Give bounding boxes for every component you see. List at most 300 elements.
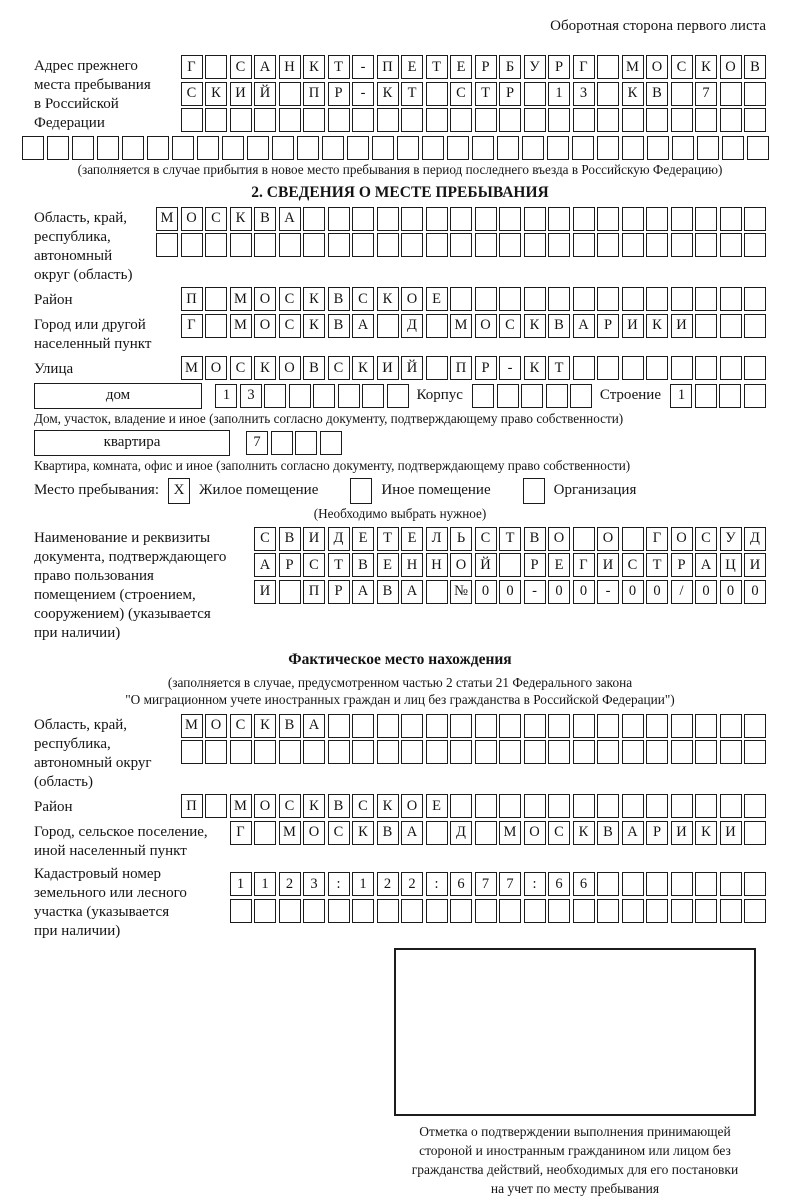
char-cell [352,899,374,923]
char-cell [744,108,766,132]
char-cell [313,384,335,408]
char-cell [646,233,668,257]
document-row-3 [254,580,766,604]
char-cell: Е [548,553,570,577]
prev-address-row-2 [181,82,767,106]
char-cell [247,136,269,160]
char-cell [671,356,693,380]
char-cell: Д [744,527,766,551]
char-cell: К [254,356,276,380]
char-cell [352,233,374,257]
city-label: Город или другой населенный пункт [34,316,152,352]
char-cell [372,136,394,160]
char-cell [264,384,286,408]
char-cell: Р [646,821,668,845]
char-cell [377,740,399,764]
char-cell: О [303,821,325,845]
apartment-note: Квартира, комната, офис и иное (заполнить согласно документу, подтверждающему право собственности) [34,457,631,473]
char-cell [744,794,766,818]
char-cell: 7 [499,872,521,896]
char-cell: : [328,872,350,896]
char-cell [622,287,644,311]
char-cell [172,136,194,160]
char-cell: 1 [215,384,237,408]
char-cell [230,899,252,923]
char-cell [254,899,276,923]
char-cell [573,714,595,738]
char-cell [622,872,644,896]
char-cell: И [303,527,325,551]
char-cell: А [352,314,374,338]
char-cell [328,740,350,764]
house-type-box: дом [34,383,202,409]
district-field [34,287,766,311]
char-cell [548,740,570,764]
char-cell [747,136,769,160]
char-cell: Г [230,821,252,845]
char-cell [254,233,276,257]
char-cell: В [328,287,350,311]
char-cell: В [524,527,546,551]
char-cell [570,384,592,408]
char-cell: О [254,794,276,818]
char-cell [744,384,766,408]
char-cell [205,740,227,764]
char-cell: И [254,580,276,604]
char-cell: О [181,207,203,231]
char-cell [297,136,319,160]
char-cell [426,108,448,132]
char-cell: К [695,821,717,845]
char-cell [695,207,717,231]
char-cell: О [205,714,227,738]
char-cell [646,714,668,738]
char-cell [450,794,472,818]
char-cell: А [254,553,276,577]
char-cell: А [401,821,423,845]
char-cell [497,384,519,408]
char-cell [279,108,301,132]
stay-type-label: Место пребывания: [34,482,159,498]
char-cell [72,136,94,160]
char-cell [695,740,717,764]
char-cell [426,899,448,923]
region-field [34,207,766,285]
char-cell [377,233,399,257]
char-cell: О [450,553,472,577]
char-cell: 3 [303,872,325,896]
char-cell: К [622,82,644,106]
char-cell [426,740,448,764]
char-cell [695,899,717,923]
char-cell: - [352,55,374,79]
char-cell: П [450,356,472,380]
char-cell: Е [426,794,448,818]
char-cell: В [377,821,399,845]
char-cell: Т [328,553,350,577]
char-cell: 7 [246,431,268,455]
char-cell [475,821,497,845]
char-cell: И [622,314,644,338]
actual-region-rows [181,714,767,765]
char-cell: Е [401,527,423,551]
char-cell: С [499,314,521,338]
document-rows [254,527,766,604]
char-cell: Г [573,55,595,79]
char-cell [744,872,766,896]
actual-district-row [181,794,767,818]
stamp-area [384,948,766,1198]
prev-address-note: (заполняется в случае прибытия в новое место пребывания в период последнего въезда в Российскую Федерацию) [77,161,723,177]
char-cell: Ь [450,527,472,551]
char-cell [147,136,169,160]
stay-option-residential-label: Жилое помещение [199,482,319,498]
stay-checkbox-other [350,478,372,504]
char-cell [597,233,619,257]
char-cell [695,714,717,738]
char-cell [573,740,595,764]
char-cell [377,207,399,231]
char-cell [303,899,325,923]
char-cell [646,207,668,231]
char-cell: О [524,821,546,845]
char-cell: К [377,82,399,106]
char-cell [646,356,668,380]
region-label: Область, край, республика, автономный округ (область) [34,209,133,283]
char-cell: 0 [646,580,668,604]
char-cell [387,384,409,408]
char-cell: Т [548,356,570,380]
city-field [34,314,766,354]
char-cell: Г [573,553,595,577]
char-cell [499,740,521,764]
char-cell: Й [401,356,423,380]
char-cell [422,136,444,160]
char-cell: К [377,287,399,311]
char-cell: О [548,527,570,551]
char-cell [622,527,644,551]
char-cell: 3 [240,384,262,408]
char-cell [205,55,227,79]
char-cell [472,384,494,408]
char-cell: С [254,527,276,551]
region-row-1 [156,207,766,231]
char-cell [720,82,742,106]
char-cell [230,108,252,132]
char-cell: М [622,55,644,79]
actual-location-note: (заполняется в случае, предусмотренном частью 2 статьи 21 Федерального закона "О миграционном учете иностранных граждан и лиц без гражданства в Российской Федерации") [125,674,675,707]
char-cell [271,431,293,455]
char-cell: Т [401,82,423,106]
stay-note: (Необходимо выбрать нужное) [313,505,487,521]
char-cell [524,287,546,311]
char-cell [450,108,472,132]
char-cell: П [181,287,203,311]
char-cell: В [548,314,570,338]
char-cell [475,740,497,764]
prev-address-label: Адрес прежнего места пребывания в Российской Федерации [34,58,151,131]
char-cell: Д [401,314,423,338]
prev-address-row-4 [22,136,766,160]
char-cell [695,108,717,132]
char-cell [254,821,276,845]
char-cell [622,899,644,923]
char-cell: Е [401,55,423,79]
char-cell: С [230,714,252,738]
char-cell [352,108,374,132]
char-cell: Г [181,314,203,338]
char-cell [450,207,472,231]
stamp-caption: Отметка о подтверждении выполнения принимающей стороной и иностранным гражданином или лицом без гражданства действий, необходимых для его постановки на учет по месту пребывания [411,1124,739,1196]
char-cell [622,740,644,764]
char-cell: М [181,356,203,380]
char-cell [647,136,669,160]
char-cell: Е [426,287,448,311]
char-cell: С [328,356,350,380]
char-cell: Д [450,821,472,845]
char-cell: - [352,82,374,106]
char-cell [426,580,448,604]
char-cell: Й [475,553,497,577]
char-cell [671,108,693,132]
char-cell [377,314,399,338]
char-cell [744,356,766,380]
char-cell [695,233,717,257]
char-cell: И [597,553,619,577]
char-cell [279,233,301,257]
char-cell: В [597,821,619,845]
char-cell [499,207,521,231]
char-cell: А [279,207,301,231]
char-cell [303,740,325,764]
char-cell: В [352,553,374,577]
char-cell: С [352,794,374,818]
char-cell: К [573,821,595,845]
document-field [34,527,766,643]
char-cell [328,233,350,257]
char-cell [230,233,252,257]
stay-option-organization-label: Организация [553,482,637,498]
char-cell: 0 [720,580,742,604]
char-cell [573,527,595,551]
section2-title: 2. СВЕДЕНИЯ О МЕСТЕ ПРЕБЫВАНИЯ [251,183,549,201]
char-cell [573,356,595,380]
char-cell [499,287,521,311]
char-cell [548,794,570,818]
house-field [34,383,766,409]
char-cell [695,356,717,380]
region-rows [156,207,766,258]
char-cell [597,356,619,380]
char-cell [697,136,719,160]
char-cell [347,136,369,160]
char-cell [597,136,619,160]
char-cell [401,108,423,132]
char-cell: К [303,794,325,818]
char-cell [499,553,521,577]
char-cell [744,899,766,923]
char-cell [205,287,227,311]
document-row-1 [254,527,766,551]
char-cell: 3 [573,82,595,106]
street-field [34,356,766,380]
region-row-2 [156,233,766,257]
char-cell: С [181,82,203,106]
apartment-type-box: квартира [34,430,230,456]
char-cell [397,136,419,160]
char-cell [230,740,252,764]
char-cell: Р [499,82,521,106]
char-cell [426,356,448,380]
char-cell [573,207,595,231]
actual-city-row [230,821,767,845]
char-cell: К [352,356,374,380]
char-cell [720,233,742,257]
cadastral-label: Кадастровый номер земельного или лесного участка (указывается при наличии) [34,866,187,939]
actual-district-field [34,794,766,818]
char-cell [744,233,766,257]
char-cell: С [279,794,301,818]
document-row-2 [254,553,766,577]
city-row [181,314,767,338]
char-cell [328,108,350,132]
char-cell: А [352,580,374,604]
char-cell: Т [499,527,521,551]
char-cell: О [646,55,668,79]
district-row [181,287,767,311]
corner-note: Оборотная сторона первого листа [550,18,766,34]
char-cell [524,714,546,738]
stroenie-row [670,384,766,408]
actual-region-row-1 [181,714,767,738]
char-cell: С [279,314,301,338]
char-cell: 1 [230,872,252,896]
char-cell: М [450,314,472,338]
char-cell [426,314,448,338]
char-cell [352,740,374,764]
char-cell: П [181,794,203,818]
char-cell [720,794,742,818]
char-cell: 0 [573,580,595,604]
char-cell [205,794,227,818]
char-cell: М [499,821,521,845]
char-cell [646,794,668,818]
char-cell: И [230,82,252,106]
char-cell [156,233,178,257]
char-cell: Р [328,580,350,604]
char-cell: С [205,207,227,231]
char-cell: С [450,82,472,106]
char-cell: П [303,580,325,604]
char-cell: А [695,553,717,577]
char-cell [597,714,619,738]
char-cell [720,287,742,311]
char-cell [671,287,693,311]
char-cell [22,136,44,160]
actual-city-field [34,821,766,861]
char-cell [475,287,497,311]
char-cell: 2 [377,872,399,896]
char-cell [573,233,595,257]
char-cell [475,233,497,257]
char-cell [521,384,543,408]
char-cell: М [181,714,203,738]
korpus-label: Корпус [416,387,463,403]
char-cell [597,794,619,818]
char-cell [597,287,619,311]
char-cell: 2 [401,872,423,896]
char-cell [522,136,544,160]
char-cell: Р [597,314,619,338]
char-cell [695,287,717,311]
char-cell [695,314,717,338]
char-cell: 7 [695,82,717,106]
char-cell: 1 [548,82,570,106]
char-cell: В [279,527,301,551]
char-cell: М [230,314,252,338]
char-cell [352,714,374,738]
char-cell [720,108,742,132]
char-cell [622,714,644,738]
char-cell [695,384,717,408]
char-cell: К [352,821,374,845]
char-cell: Т [475,82,497,106]
stay-checkbox-organization [523,478,545,504]
prev-address-field [34,55,766,133]
char-cell: : [426,872,448,896]
house-number-row [215,384,409,408]
char-cell [720,899,742,923]
char-cell [401,899,423,923]
char-cell [475,207,497,231]
char-cell [475,714,497,738]
char-cell [377,714,399,738]
char-cell: О [401,287,423,311]
char-cell [303,233,325,257]
char-cell [720,740,742,764]
char-cell: № [450,580,472,604]
char-cell [303,108,325,132]
char-cell: Е [377,553,399,577]
char-cell [548,287,570,311]
char-cell [499,794,521,818]
char-cell [597,55,619,79]
char-cell [322,136,344,160]
char-cell: С [279,287,301,311]
actual-region-row-2 [181,740,767,764]
char-cell [646,872,668,896]
char-cell [328,207,350,231]
char-cell [499,233,521,257]
char-cell [320,431,342,455]
char-cell [720,314,742,338]
char-cell: Т [328,55,350,79]
char-cell: В [279,714,301,738]
char-cell: И [671,314,693,338]
char-cell [524,899,546,923]
char-cell: А [573,314,595,338]
char-cell: Т [377,527,399,551]
char-cell: В [646,82,668,106]
char-cell [475,899,497,923]
char-cell: 0 [622,580,644,604]
char-cell [450,899,472,923]
char-cell [548,108,570,132]
actual-district-label: Район [34,798,73,815]
char-cell [472,136,494,160]
char-cell: Т [646,553,668,577]
char-cell: - [597,580,619,604]
